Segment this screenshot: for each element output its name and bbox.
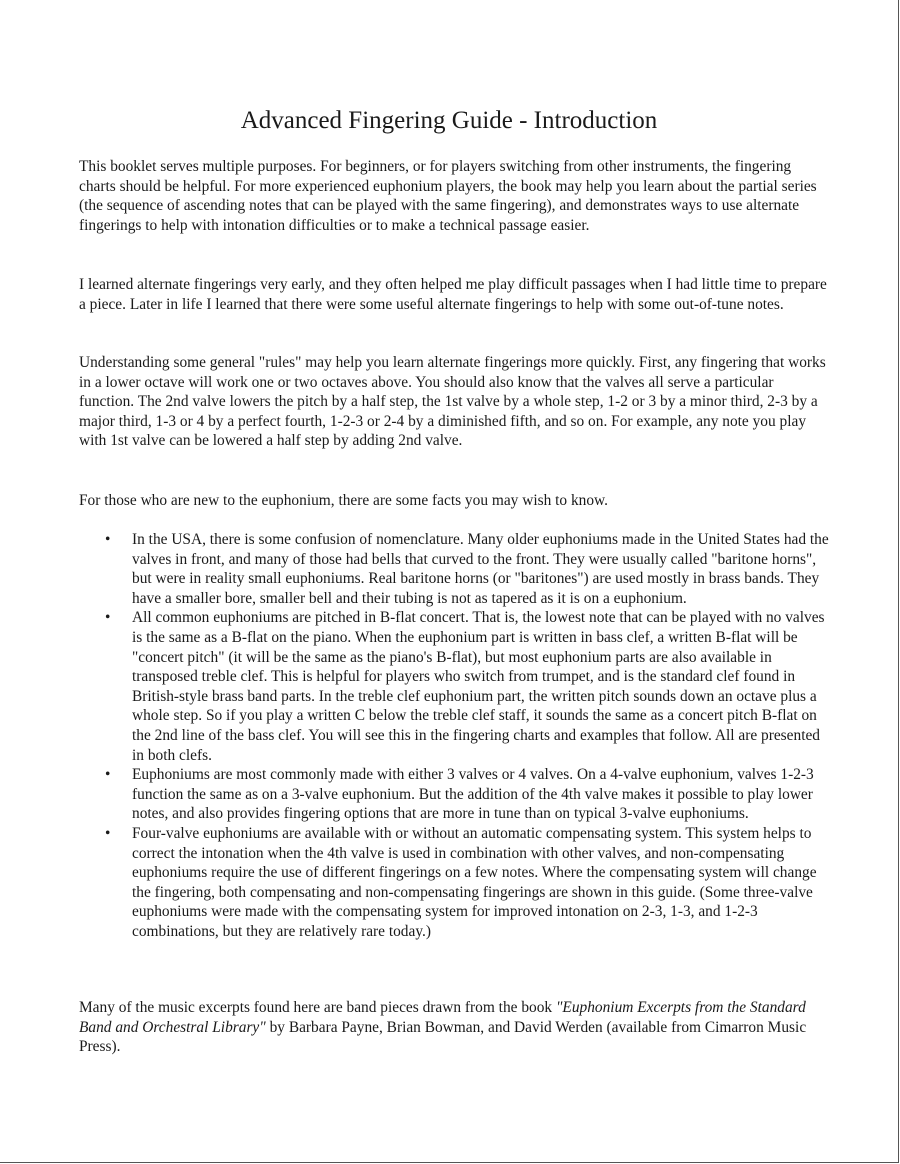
rules-paragraph: Understanding some general "rules" may help you learn alternate fingerings more quickly. First, any fingering that works in a lower octave will work one or two octaves above. You should also know that the valves all serve a particular function. The 2nd valve lowers the pitch by a half step, the 1st valve by a whole step, 1-2 or 3 by a minor third, 2-3 by a major third, 1-3 or 4 by a perfect fourth, 1-2-3 or 2-4 by a diminished fifth, and so on. For example, any note you play with 1st valve can be lowered a half step by adding 2nd valve. [79,354,826,450]
list-item [79,765,831,824]
list-item-text: Four-valve euphoniums are available with or without an automatic compensating system. This system helps to correct the intonation when the 4th valve is used in combination with other valves, and non-compensating euphoniums require the use of different fingerings on a few notes. Where the compensating system will change the fingering, both compensating and non-compensating fingerings are shown in this guide. (Some three-valve euphoniums were made with the compensating system for improved intonation on 2-3, 1-3, and 1-2-3 combinations, but they are relatively rare today.) [132,824,817,940]
list-item [79,530,831,608]
closing-outro-text: by Barbara Payne, Brian Bowman, and David Werden (available from Cimarron Music Press). [79,1018,807,1056]
closing-paragraph [79,998,831,1057]
bullet-icon: • [105,824,111,842]
book-title: "Euphonium Excerpts from the Standard Band and Orchestral Library" [79,999,806,1036]
bullet-icon: • [105,609,111,627]
new-players-paragraph: For those who are new to the euphonium, there are some facts you may wish to know. [79,492,608,509]
alternate-fingerings-paragraph: I learned alternate fingerings very early, and they often helped me play difficult passages when I had little time to prepare a piece. Later in life I learned that there were some useful alternate fingerings to help with some out-of-tune notes. [79,276,827,313]
list-item-text: Euphoniums are most commonly made with either 3 valves or 4 valves. On a 4-valve euphonium, valves 1-2-3 function the same as on a 3-valve euphonium. But the addition of the 4th valve makes it possible to play lower notes, and also provides fingering options that are more in tune than on typical 3-valve euphoniums. [132,766,814,823]
intro-paragraph: This booklet serves multiple purposes. For beginners, or for players switching from other instruments, the fingering charts should be helpful. For more experienced euphonium players, the book may help you learn about the partial series (the sequence of ascending notes that can be played with the same fingering), and demonstrates ways to use alternate fingerings to help with intonation difficulties or to make a technical passage easier. [79,158,817,234]
list-item-text: All common euphoniums are pitched in B-flat concert. That is, the lowest note that can be played with no valves is the same as a B-flat on the piano. When the euphonium part is written in bass clef, a written B-flat will be "concert pitch" (it will be the same as the piano's B-flat), but most euphonium parts are also available in transposed treble clef. This is helpful for players who switch from trumpet, and is the standard clef found in British-style brass band parts. In the treble clef euphonium part, the written pitch sounds down an octave plus a whole step. So if you play a written C below the treble clef staff, it sounds the same as a concert pitch B-flat on the 2nd line of the bass clef. You will see this in the fingering charts and examples that follow. All are presented in both clefs. [132,609,825,764]
list-item [79,824,831,942]
facts-list [79,530,831,941]
closing-intro-text: Many of the music excerpts found here are band pieces drawn from the book [79,999,556,1016]
bullet-icon: • [105,531,111,548]
bullet-icon: • [105,766,111,784]
page-title: Advanced Fingering Guide - Introduction [240,107,658,134]
list-item-text: In the USA, there is some confusion of nomenclature. Many older euphoniums made in the United States had the valves in front, and many of those had bells that curved to the front. They were usually called "baritone horns", but were in reality small euphoniums. Real baritone horns (or "baritones") are used mostly in brass bands. They have a smaller bore, smaller bell and their tubing is not as tapered as it is on a euphonium. [132,531,829,607]
list-item [79,608,831,765]
